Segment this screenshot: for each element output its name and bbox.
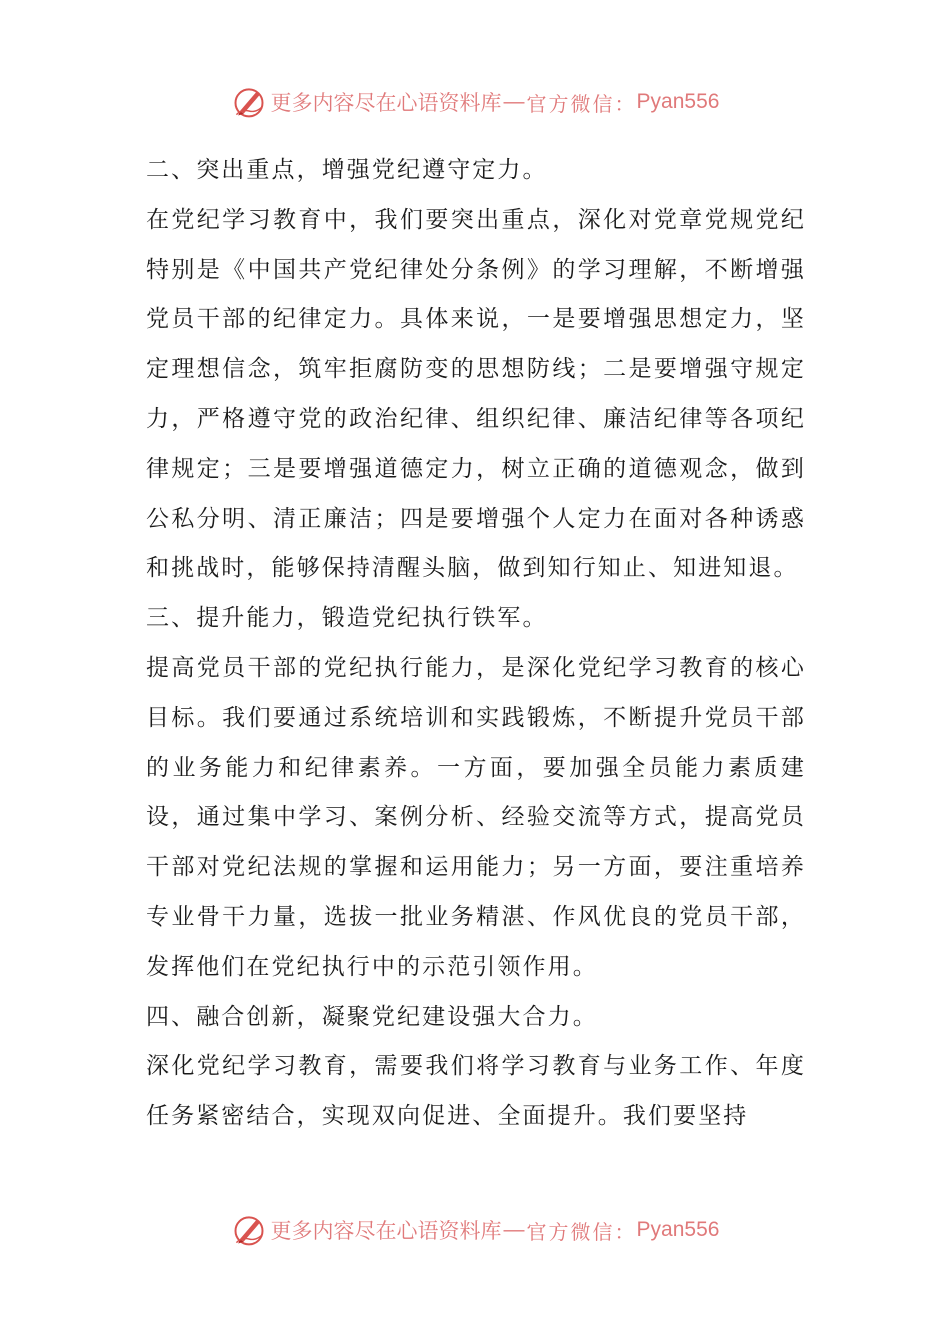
banner-separator: — xyxy=(503,90,525,113)
banner-wechat-id: Pyan556 xyxy=(636,1218,720,1241)
pen-logo-icon xyxy=(231,1212,267,1248)
header-banner xyxy=(0,80,950,124)
footer-banner xyxy=(0,1208,950,1252)
banner-separator: — xyxy=(503,1218,525,1241)
paragraph-section-4: 深化党纪学习教育，需要我们将学习教育与业务工作、年度任务紧密结合，实现双向促进、全面提升。我们要坚持 xyxy=(146,1053,806,1130)
banner-wechat-id: Pyan556 xyxy=(636,90,720,113)
banner-wechat-label: 官方微信： xyxy=(526,91,637,116)
banner-wechat-label: 官方微信： xyxy=(526,1219,637,1244)
banner-site-text: 更多内容尽在心语资料库 xyxy=(270,91,502,115)
section-heading-3: 三、提升能力，锻造党纪执行铁军。 xyxy=(146,605,548,632)
document-body xyxy=(146,146,806,1142)
section-heading-4: 四、融合创新，凝聚党纪建设强大合力。 xyxy=(146,1003,598,1030)
paragraph-section-3: 提高党员干部的党纪执行能力，是深化党纪学习教育的核心目标。我们要通过系统培训和实践锻炼，不断提升党员干部的业务能力和纪律素养。一方面，要加强全员能力素质建设，通过集中学习、案例分析、经验交流等方式，提高党员干部对党纪法规的掌握和运用能力；另一方面，要注重培养专业骨干力量，选拔一批业务精湛、作风优良的党员干部，发挥他们在党纪执行中的示范引领作用。 xyxy=(146,654,806,980)
section-heading-2: 二、突出重点，增强党纪遵守定力。 xyxy=(146,157,548,183)
paragraph-section-2: 在党纪学习教育中，我们要突出重点，深化对党章党规党纪特别是《中国共产党纪律处分条例》的学习理解，不断增强党员干部的纪律定力。具体来说，一是要增强思想定力，坚定理想信念，筑牢拒腐防变的思想防线；二是要增强守规定力，严格遵守党的政治纪律、组织纪律、廉洁纪律等各项纪律规定；三是要增强道德定力，树立正确的道德观念，做到公私分明、清正廉洁；四是要增强个人定力在面对各种诱惑和挑战时，能够保持清醒头脑，做到知行知止、知进知退。 xyxy=(146,206,806,582)
banner-site-text: 更多内容尽在心语资料库 xyxy=(270,1219,502,1243)
pen-logo-icon xyxy=(231,84,267,120)
